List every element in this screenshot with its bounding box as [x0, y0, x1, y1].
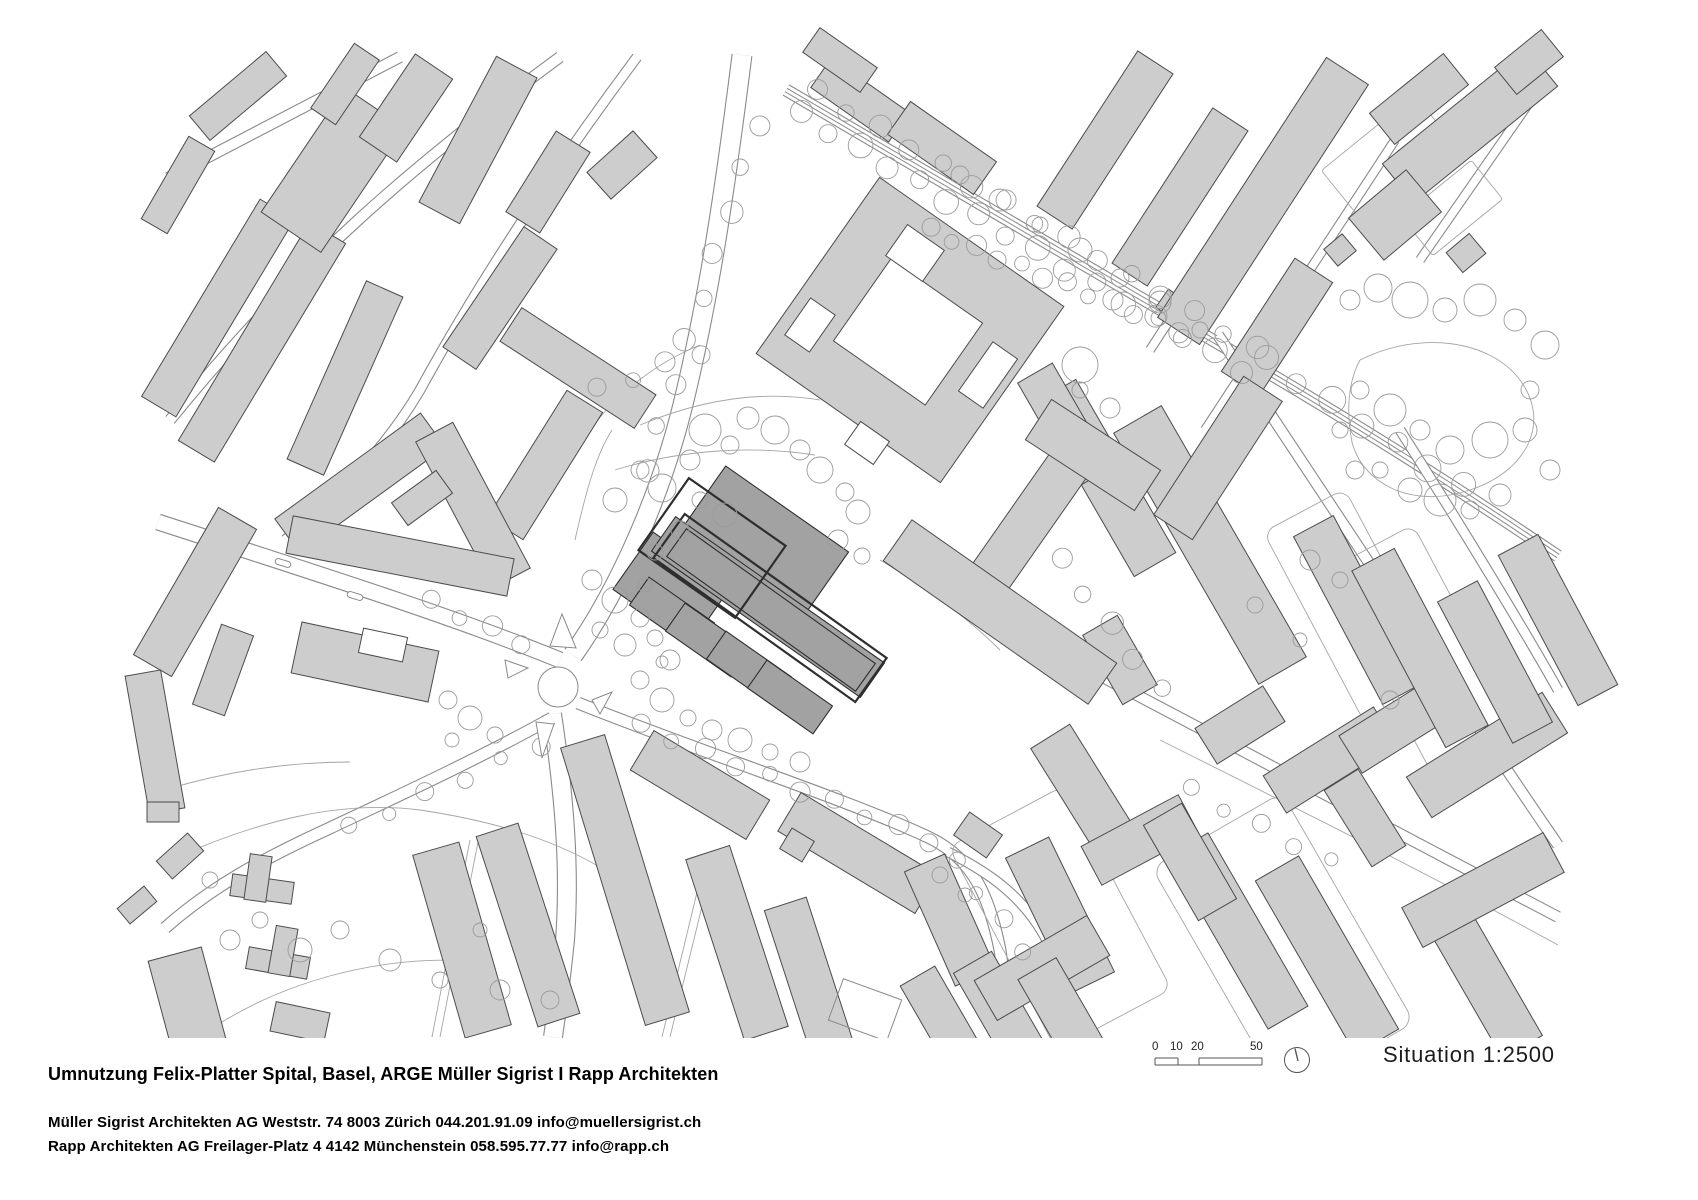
scale-tick-50: 50 [1250, 1041, 1263, 1053]
firm-address-line-2: Rapp Architekten AG Freilager-Platz 4 4142 Münchenstein 058.595.77.77 info@rapp.ch [48, 1137, 670, 1155]
scale-tick-10: 10 [1170, 1041, 1183, 1053]
firm-address-lines [48, 1111, 718, 1158]
situation-scale-label: Situation 1:2500 [1383, 1042, 1555, 1067]
firm-address-line-1: Müller Sigrist Architekten AG Weststr. 74 8003 Zürich 044.201.91.09 info@muellersigrist.ch [48, 1114, 702, 1131]
title-block [48, 1064, 718, 1158]
project-title: Umnutzung Felix-Platter Spital, Basel, ARGE Müller Sigrist I Rapp Architekten [48, 1064, 719, 1084]
scale-tick-0: 0 [1152, 1041, 1159, 1053]
scale-tick-20: 20 [1191, 1041, 1204, 1053]
scale-bar [1140, 1038, 1380, 1080]
